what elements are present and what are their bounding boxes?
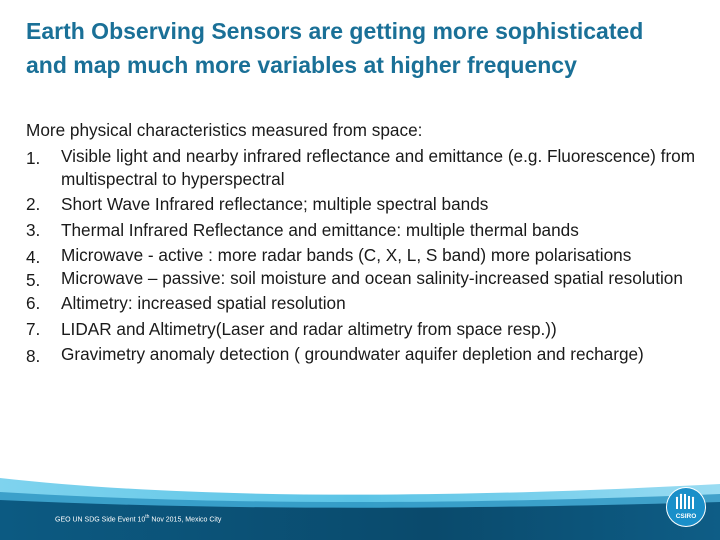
list-item [26, 267, 706, 290]
list-item-number: 6. [26, 292, 41, 313]
list-item [26, 145, 706, 191]
list-item-text: Visible light and nearby infrared reflectance and emittance (e.g. Fluorescence) from multispectral to hyperspectral [61, 145, 696, 189]
list-item [26, 244, 706, 267]
title-line-1: Earth Observing Sensors are getting more sophisticated [26, 18, 644, 44]
list-item-number: 2. [26, 193, 41, 214]
list-item-number: 8. [26, 345, 41, 366]
list-item [26, 290, 706, 317]
list-item-number: 4. [26, 246, 41, 267]
list-item-number: 5. [26, 269, 41, 290]
list-item-text: Gravimetry anomaly detection ( groundwater aquifer depletion and recharge) [61, 343, 644, 364]
list-item-text: Altimetry: increased spatial resolution [61, 292, 346, 313]
slide-body [26, 117, 706, 366]
list-item [26, 343, 706, 366]
intro-text: More physical characteristics measured from space: [26, 120, 423, 140]
footer-caption-rest: Nov 2015, Mexico City [149, 516, 222, 524]
footer-caption-sup: th [145, 514, 150, 520]
list-item-text: LIDAR and Altimetry(Laser and radar altimetry from space resp.)) [61, 319, 557, 339]
footer-band [0, 470, 720, 540]
list-item-text: Microwave - active : more radar bands (C, X, L, S band) more polarisations [61, 244, 632, 265]
footer-wave-graphic [0, 470, 720, 540]
list-item [26, 217, 706, 244]
list-item-number: 1. [26, 147, 41, 168]
list-item [26, 191, 706, 218]
slide-title [26, 14, 706, 82]
csiro-logo-icon [666, 487, 706, 527]
footer-caption [55, 514, 221, 523]
numbered-list [26, 145, 706, 366]
list-item-text: Microwave – passive: soil moisture and ocean salinity-increased spatial resolution [61, 267, 683, 288]
footer-caption-main: GEO UN SDG Side Event 10 [55, 516, 146, 524]
list-item-text: Thermal Infrared Reflectance and emittance: multiple thermal bands [61, 220, 579, 240]
title-line-2: and map much more variables at higher frequency [26, 52, 577, 78]
list-item-number: 3. [26, 220, 41, 240]
list-item-text: Short Wave Infrared reflectance; multiple spectral bands [61, 193, 489, 214]
list-item-number: 7. [26, 319, 41, 339]
csiro-logo [666, 487, 706, 527]
list-item [26, 316, 706, 343]
logo-wordmark: CSIRO [675, 513, 697, 520]
